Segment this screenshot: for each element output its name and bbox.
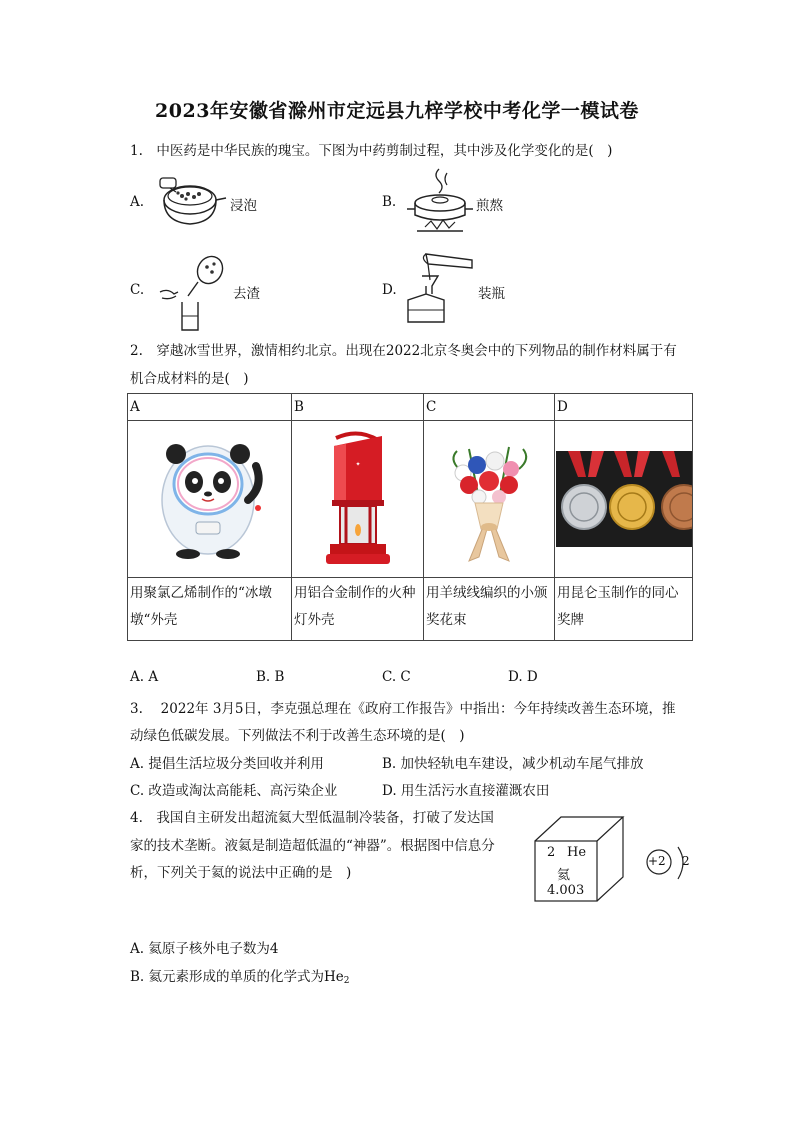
q2-caption-a: 用聚氯乙烯制作的“冰墩 墩“外壳 xyxy=(128,578,292,641)
q4-stem-line3: 析，下列关于氦的说法中正确的是 ) xyxy=(130,865,352,881)
medals-image xyxy=(556,451,692,547)
q3-stem-line2: 动绿色低碳发展。下列做法不利于改善生态环境的是( ) xyxy=(130,728,465,744)
q1-option-d-letter[interactable]: D. xyxy=(382,282,397,298)
q1-option-c-label: 去渣 xyxy=(233,286,260,302)
q2-table xyxy=(127,393,693,641)
torch-lantern-image xyxy=(318,426,398,572)
boiling-pot-icon xyxy=(403,165,477,241)
element-number: 2 xyxy=(547,845,556,860)
q2-answer-c[interactable]: C. C xyxy=(382,669,411,685)
svg-text:✦: ✦ xyxy=(354,461,361,468)
electron-shell-count: 2 xyxy=(682,854,690,868)
q2-header-a: A xyxy=(128,394,292,421)
exam-title: 2023年安徽省滁州市定远县九梓学校中考化学一模试卷 xyxy=(155,100,639,122)
element-name: 氦 xyxy=(557,868,571,883)
q1-option-d-label: 装瓶 xyxy=(478,286,505,302)
bottling-icon xyxy=(404,250,476,330)
q2-image-c xyxy=(424,421,555,578)
bing-dwen-dwen-image xyxy=(152,436,268,562)
q1-stem: 1. 中医药是中华民族的瑰宝。下图为中药剪制过程，其中涉及化学变化的是( ) xyxy=(130,143,613,159)
q4-option-a[interactable]: A. 氦原子核外电子数为4 xyxy=(130,941,279,957)
q4-stem-line2: 家的技术垄断。液氦是制造超低温的“神器”。根据图中信息分 xyxy=(130,838,495,854)
atom-structure-diagram xyxy=(644,841,694,887)
q2-answer-a[interactable]: A. A xyxy=(130,669,159,685)
element-cell-helium xyxy=(533,815,633,905)
nucleus-charge: +2 xyxy=(648,854,666,868)
q2-caption-d: 用昆仑玉制作的同心 奖牌 xyxy=(555,578,693,641)
element-symbol: He xyxy=(567,845,587,860)
q2-image-b xyxy=(292,421,424,578)
q2-header-d: D xyxy=(555,394,693,421)
bouquet-image xyxy=(439,429,539,569)
q3-option-c[interactable]: C. 改造或淘汰高能耗、高污染企业 xyxy=(130,783,338,799)
q3-option-d[interactable]: D. 用生活污水直接灌溉农田 xyxy=(382,783,550,799)
q1-option-a-label: 浸泡 xyxy=(230,198,257,214)
q2-answer-b[interactable]: B. B xyxy=(256,669,285,685)
q2-caption-b: 用铝合金制作的火种 灯外壳 xyxy=(292,578,424,641)
q3-option-a[interactable]: A. 提倡生活垃圾分类回收并利用 xyxy=(130,756,324,772)
q2-header-b: B xyxy=(292,394,424,421)
q1-option-c-letter[interactable]: C. xyxy=(130,282,145,298)
q2-answer-d[interactable]: D. D xyxy=(508,669,538,685)
q2-header-c: C xyxy=(424,394,555,421)
q2-stem-line2: 机合成材料的是( ) xyxy=(130,371,249,387)
q1-option-a-letter[interactable]: A. xyxy=(130,194,145,210)
filtering-icon xyxy=(152,252,232,340)
q2-stem-line1: 2. 穿越冰雪世界，激情相约北京。出现在2022北京冬奥会中的下列物品的制作材料属于有 xyxy=(130,343,677,359)
q4-stem-line1: 4. 我国自主研发出超流氦大型低温制冷装备，打破了发达国 xyxy=(130,810,494,826)
element-mass: 4.003 xyxy=(547,883,585,898)
q2-image-d xyxy=(555,421,693,578)
q1-option-b-label: 煎熬 xyxy=(476,198,503,214)
q2-caption-c: 用羊绒线编织的小颁 奖花束 xyxy=(424,578,555,641)
q3-option-b[interactable]: B. 加快轻轨电车建设，减少机动车尾气排放 xyxy=(382,756,644,772)
q4-option-b[interactable]: B. 氦元素形成的单质的化学式为$He_2$ xyxy=(130,969,350,986)
q2-image-a xyxy=(128,421,292,578)
q3-stem-line1: 3. 2022年 3月5日，李克强总理在《政府工作报告》中指出：今年持续改善生态环境，推 xyxy=(130,701,676,717)
q1-option-b-letter[interactable]: B. xyxy=(382,194,397,210)
soaking-pot-icon xyxy=(152,170,230,236)
